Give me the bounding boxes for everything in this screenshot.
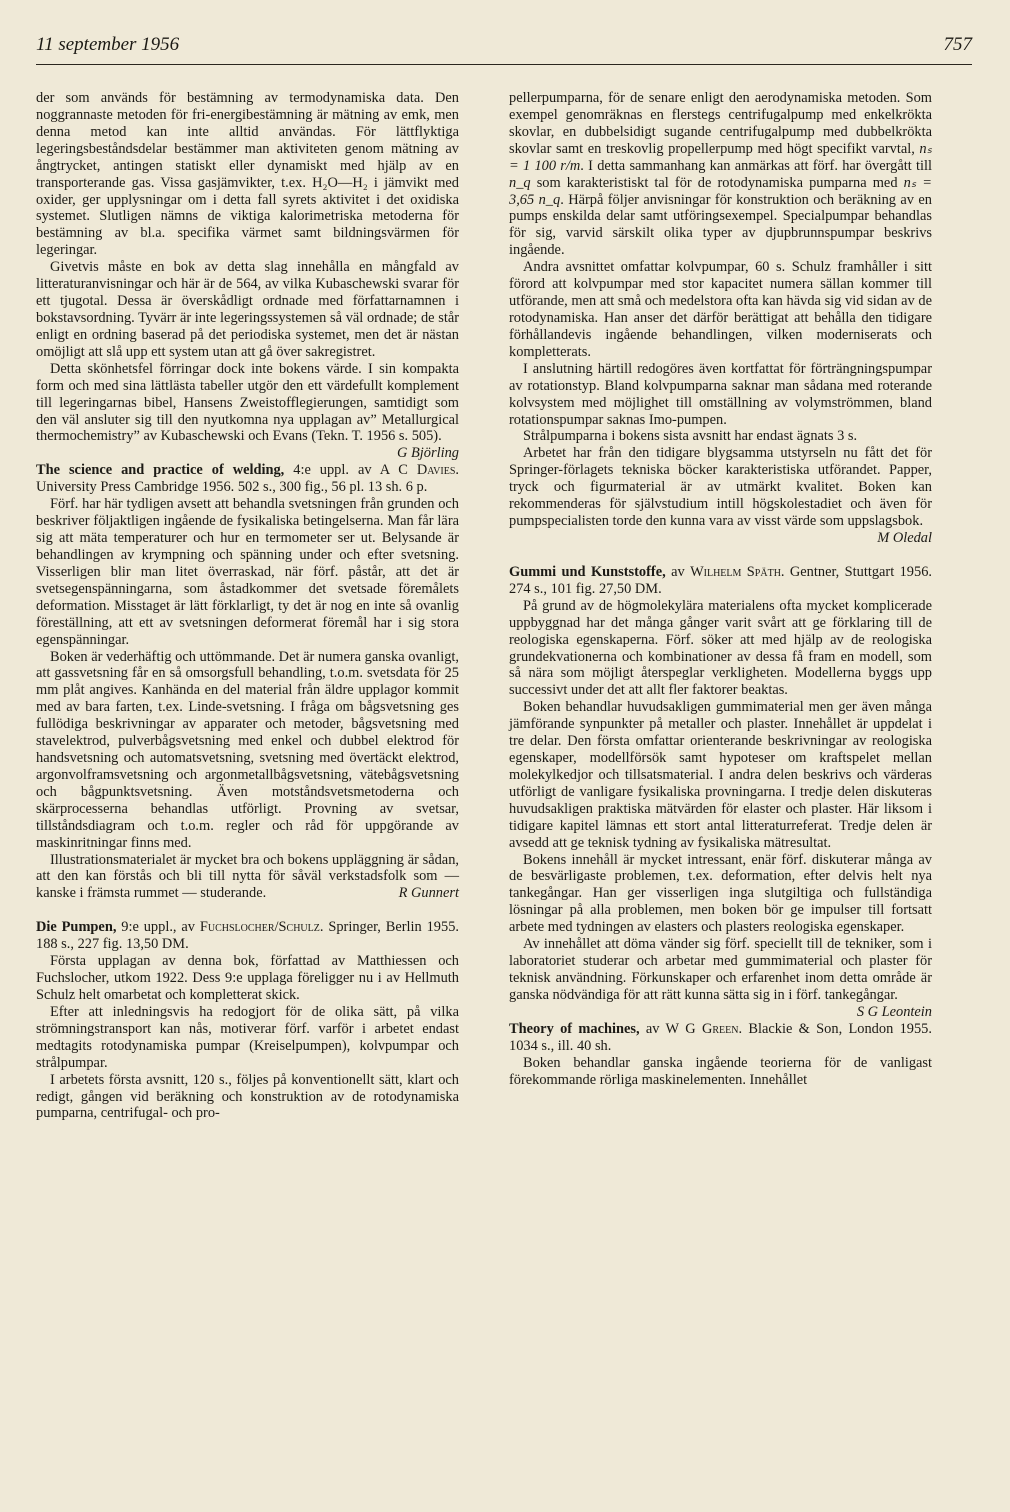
paragraph: Efter att inledningsvis ha redogjort för de olika sätt, på vilka strömningstransport kan nås, motiverar förf. varför i arbetet endast medtagits rotodynamiska pumpar (Kreiselpumpen), kolvpumpar och strålpumpar.: [36, 1003, 459, 1071]
book-meta: . Springer, Berlin 1955. 188 s., 227 fig. 13,50 DM.: [36, 919, 459, 953]
paragraph: Första upplagan av denna bok, författad av Matthiessen och Fuchslocher, utkom 1922. Dess 9:e upplaga föreligger nu i av Hellmuth Schulz helt omarbetat och kompletterat skick.: [36, 953, 459, 1004]
book-meta: . University Press Cambridge 1956. 502 s., 300 fig., 56 pl. 13 sh. 6 p.: [36, 462, 459, 496]
book-author: Fuchslocher/Schulz: [199, 919, 320, 936]
paragraph: Förf. har här tydligen avsett att behandla svetsningen från grunden och beskriver följaktligen ingående de fysikaliska betingelserna. Man får lära sig att mäta temperaturer och hur en termometer ser ut. Belysande är behandlingen av krympning och spänning under och efter svetsning. Visserligen blir man litet överraskad, när förf. påstår, att det är svetsegenspänningarna, som åstadkommer det svetsade föremålets deformation. Misstaget är lätt förklarligt, ty det är nog en inte så ovanlig föreställning, att ett av svetsningen deformerat föremål har i sig stora egenspänningar.: [36, 496, 459, 648]
paragraph: På grund av de högmolekylära materialens ofta mycket komplicerade uppbyggnad har det många gånger varit svårt att ge förklaring till de reologiska egenskaperna. Förf. söker att med hjälp av de reologiska grundekvationerna och kombinationer av dessa få fram en modell, som så nära som möjligt återspeglar verkligheten. Modellerna byggs upp successivt under det att allt fler faktorer beaktas.: [509, 597, 932, 699]
book-author: Wilhelm Späth: [690, 563, 781, 580]
book-meta: . Blackie & Son, London 1955. 1034 s., ill. 40 sh.: [509, 1020, 932, 1054]
paragraph: Arbetet har från den tidigare blygsamma utstyrseln nu fått det för Springer-förlagets tekniska böcker karakteristiska utförandet. Papper, tryck och figurmaterial är av utmärkt kvalitet. Boken kan rekommenderas för självstudium intill högskolestadiet och även för pumpspecialisten torde den kunna vara av visst värde som uppslagsbok.: [509, 445, 932, 530]
paragraph: Boken är vederhäftig och uttömmande. Det är numera ganska ovanligt, att gassvetsning får en så omsorgsfull behandling, t.o.m. svetsdata för 25 mm plåt angives. Kanhända en del material från äldre upplagor kommit med av bara farten, t.ex. Linde-svetsning. I fråga om bågsvetsning ges fullödiga beskrivningar av apparater och metoder, bågsvetsning med stavelektrod, pulverbågsvetsning med enkel och dubbel elektrod för handsvetsning och automatsvetsning, svetsning med övertäckt elektrod, argonvolframsvetsning och argonmetallbågsvetsning, vätebågsvetsning och bågpunktsvetsning. Även motståndsvetsmetoderna och skärprocesserna behandlas utförligt. Provning av svetsar, tillståndsdiagram och t.o.m. regler och råd för uppgörande av maskinritningar finns med.: [36, 648, 459, 851]
spacer: [509, 547, 932, 564]
paragraph-text: pellerpumparna, för de senare enligt den aerodynamiska metoden. Som exempel genomräknas en flerstegs centrifugalpump med enkelkrökta skovlar, en dubbelsidigt sugande centrifugalpump med dubbelkrökta skovlar samt en treskovlig propellerpump med högt specifikt varvtal,: [509, 90, 932, 157]
page-header: [36, 30, 972, 65]
spacer: [36, 902, 459, 919]
paragraph: Andra avsnittet omfattar kolvpumpar, 60 s. Schulz framhåller i sitt förord att kolvpumpar med stor kapacitet numera sällan kommer till utförande, men att små och medelstora ofta kan hävda sig vid sidan av de rotodynamiska. Han anser det därför berättigat att behålla den tidigare förhållandevis ingående behandlingen, vilken moderniserats och kompletterats.: [509, 259, 932, 360]
book-title: Theory of machines,: [509, 1020, 640, 1037]
review-heading: [36, 462, 459, 496]
paragraph-text: Illustrationsmaterialet är mycket bra och bokens uppläggning är sådan, att den kan förstås och bli till nytta för såväl verkstadsfolk som — kanske i främsta rummet — studerande.: [36, 851, 459, 902]
formula: n_q: [509, 174, 531, 191]
reviewer-signature: S G Leontein: [856, 1003, 932, 1020]
paragraph-text: . I detta sammanhang kan anmärkas att förf. har övergått till: [580, 157, 932, 174]
review-heading: [36, 919, 459, 953]
paragraph: der som används för bestämning av termodynamiska data. Den noggrannaste metoden för fri-energibestämning är mätning av emk, men denna metod kan inte alltid användas. För lättflyktiga legeringsbeståndsdelar bestämmer man aktiviteten genom mätning av ångtrycket, antingen statiskt eller dynamiskt med hjälp av en transporterande gas. Vissa gasjämvikter, t.ex. H₂O—H₂ i jämvikt med oxider, ger upplysningar om i detta fall syrets aktivitet i det oxidiska systemet. Slutligen nämns de viktiga kalorimetriska metoderna för bestämning av bl.a. specifika värmet samt bildningsvärmen för legeringar.: [36, 90, 459, 259]
paragraph: I anslutning härtill redogöres även kortfattat för förträngningspumpar av rotationstyp. Bland kolvpumparna saknar man sådana med roterande kolvsystem med möjlighet till omställning av volymströmmen, bland rotationspumpar saknas Imo-pumpen.: [509, 360, 932, 428]
formula: nₛ = 1 100 r/m: [509, 140, 932, 174]
paragraph-text: Detta skönhetsfel förringar dock inte bokens värde. I sin kompakta form och med sina lättlästa tabeller utgör den ett värdefullt komplement till legeringarnas bibel, Hansens Zweistofflegierungen, samtidigt som den väl ansluter sig till den nyutkomna nya upplagan av” Metallurgical thermochemistry” av Kubaschewski och Evans (Tekn. T. 1956 s. 505).: [36, 360, 459, 445]
paragraph: Boken behandlar ganska ingående teorierna för de vanligast förekommande rörliga maskinelementen. Innehållet: [509, 1054, 932, 1088]
book-meta: 4:e uppl. av A C: [284, 462, 417, 479]
paragraph: [509, 936, 932, 1020]
book-meta: 9:e uppl., av: [116, 919, 200, 936]
paragraph: I arbetets första avsnitt, 120 s., följes på konventionellt sätt, klart och redigt, gången vid beräkning och konstruktion av de rotodynamiska pumparna, centrifugal- och pro-: [36, 1071, 459, 1122]
reviewer-signature: G Björling: [397, 445, 459, 462]
book-author: Davies: [416, 462, 456, 479]
reviewer-signature: R Gunnert: [398, 885, 459, 902]
book-author: Green: [701, 1020, 739, 1037]
paragraph: [36, 852, 459, 903]
book-meta: . Gentner, Stuttgart 1956. 274 s., 101 fig. 27,50 DM.: [509, 563, 932, 597]
paragraph: Givetvis måste en bok av detta slag innehålla en mångfald av litteraturanvisningar och här är de 564, av vilka Kubaschewski svarar för ett tjugotal. Dessa är överskådligt ordnade med författarnamnen i bokstavsordning. Tyvärr är inte legeringssystemen så väl ordnade; de står enligt en ordning baserad på det periodiska systemet, men det är nästan omöjligt att slå upp ett system utan att gå över sakregistret.: [36, 259, 459, 360]
review-heading: [509, 1021, 932, 1055]
paragraph: [36, 360, 459, 462]
paragraph: Strålpumparna i bokens sista avsnitt har endast ägnats 3 s.: [523, 428, 858, 445]
paragraph: Bokens innehåll är mycket intressant, enär förf. diskuterar många av de besvärligaste problemen, t.ex. deformation, efter delvis helt nya tankegångar. Han ger visserligen inga slutgiltiga och fullständiga lösningar på alla problemen, men boken bör ge impulser till fortsatt arbete med tydningen av elasters och plasters reologiska egenskaper.: [509, 851, 932, 936]
paragraph-text: som karakteristiskt tal för de rotodynamiska pumparna med: [530, 174, 904, 191]
reviewer-signature: M Oledal: [877, 529, 932, 546]
formula: nₛ = 3,65 n_q: [509, 174, 933, 208]
paragraph-text: Av innehållet att döma vänder sig förf. speciellt till de tekniker, som i laboratoriet studerar och arbetar med gummimaterial och plaster för teknisk användning. Förkunskaper och erfarenhet inom detta område är ganska nödvändiga för att rätt kunna sätta sig in i förf. tankegångar.: [509, 936, 932, 1003]
right-column: [509, 90, 932, 1089]
issue-date: 11 september 1956: [36, 34, 180, 55]
book-meta: av W G: [639, 1020, 702, 1037]
paragraph-text: . Härpå följer anvisningar för konstruktion och beräkning av en pumps enskilda delar samt utföringsexempel. Specialpumpar behandlas för sig, varvid särskilt olika typer av djupbrunnspumpar beskrivs ingående.: [509, 191, 932, 259]
paragraph: [509, 90, 932, 259]
left-column: [36, 90, 459, 1122]
book-title: The science and practice of welding,: [36, 462, 285, 479]
page-number: 757: [943, 34, 972, 55]
review-heading: [509, 564, 932, 598]
paragraph: Boken behandlar huvudsakligen gummimaterial men ger även många jämförande synpunkter på metaller och plaster. Innehållet är uppdelat i tre delar. Den första omfattar orienterande beskrivningar av reologiska egenskaper, modellförsök samt hypoteser om kraftspelet mellan molekylkedjor och tillsatsmaterial. I andra delen beskrivs och värderas utförligt de vanligare fysikaliska provningarna. I tredje delen diskuteras huvudsakligen praktiska mätvärden för elaster och plaster. Här liksom i tidigare kapitel lämnas ett stort antal litteraturreferat. Tredje delen är avsedd att ge teknisk tydning av fysikaliska mätresultat.: [509, 699, 932, 851]
book-title: Gummi und Kunststoffe,: [509, 563, 666, 580]
book-title: Die Pumpen,: [36, 919, 117, 936]
book-meta: av: [665, 563, 691, 580]
